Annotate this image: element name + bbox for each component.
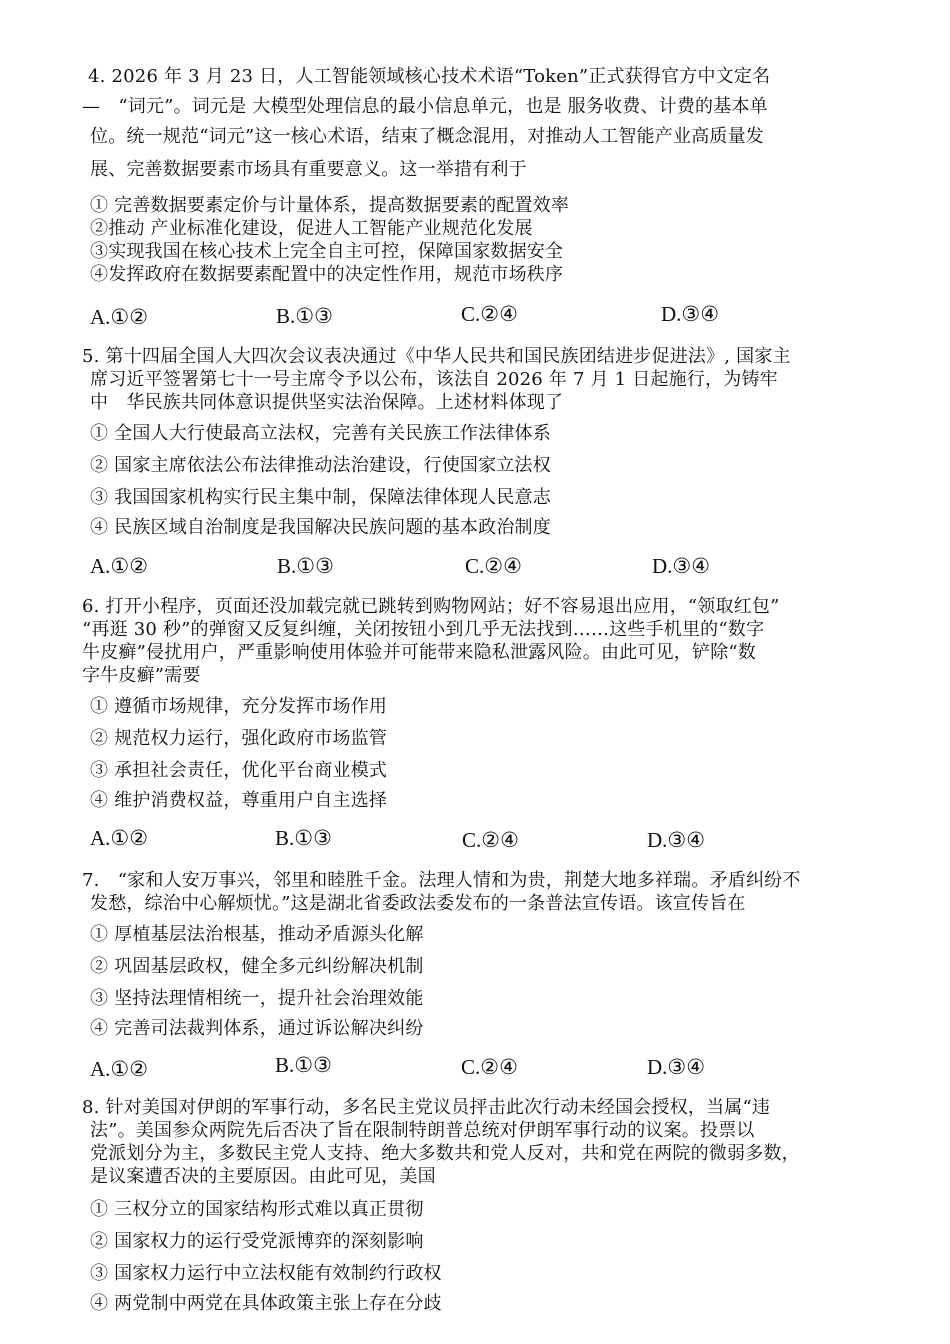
q8-item-3: ③ 国家权力运行中立法权能有效制约行政权 bbox=[90, 1263, 442, 1284]
q4-stem-line-1: 4. 2026 年 3 月 23 日，人工智能领域核心技术术语“Token”正式获得官方中文定名 bbox=[88, 66, 771, 87]
q6-stem-line-1: 6. 打开小程序，页面还没加载完就已跳转到购物网站；好不容易退出应用，“领取红包” bbox=[82, 596, 780, 617]
q4-option-a[interactable]: A.①② bbox=[90, 305, 149, 329]
q6-item-4: ④ 维护消费权益，尊重用户自主选择 bbox=[90, 790, 388, 811]
q4-item-2: ②推动 产业标准化建设，促进人工智能产业规范化发展 bbox=[90, 218, 533, 239]
q6-item-2: ② 规范权力运行，强化政府市场监管 bbox=[90, 728, 388, 749]
q6-option-c[interactable]: C.②④ bbox=[462, 828, 519, 852]
q7-item-1: ① 厚植基层法治根基，推动矛盾源头化解 bbox=[90, 924, 424, 945]
q6-option-b[interactable]: B.①③ bbox=[275, 826, 332, 850]
q6-stem-line-4: 字牛皮癣”需要 bbox=[82, 665, 201, 686]
q6-stem-line-2: “再逛 30 秒”的弹窗又反复纠缠，关闭按钮小到几乎无法找到……这些手机里的“数字 bbox=[82, 619, 765, 640]
q4-stem-line-3: 位。统一规范“词元”这一核心术语，结束了概念混用，对推动人工智能产业高质量发 bbox=[90, 126, 765, 147]
q4-item-4: ④发挥政府在数据要素配置中的决定性作用，规范市场秩序 bbox=[90, 264, 564, 285]
q4-option-c[interactable]: C.②④ bbox=[461, 302, 518, 326]
q8-stem-line-2: 法”。美国参众两院先后否决了旨在限制特朗普总统对伊朗军事行动的议案。投票以 bbox=[90, 1120, 755, 1141]
q4-stem-line-4: 展、完善数据要素市场具有重要意义。这一举措有利于 bbox=[90, 159, 527, 180]
q4-option-b[interactable]: B.①③ bbox=[276, 304, 333, 328]
q5-item-1: ① 全国人大行使最高立法权，完善有关民族工作法律体系 bbox=[90, 423, 551, 444]
q6-option-d[interactable]: D.③④ bbox=[647, 828, 706, 852]
q4-option-d[interactable]: D.③④ bbox=[661, 302, 720, 326]
q5-option-b[interactable]: B.①③ bbox=[277, 554, 334, 578]
q7-item-2: ② 巩固基层政权，健全多元纠纷解决机制 bbox=[90, 956, 424, 977]
q7-stem-line-2: 发愁，综治中心解烦忧。”这是湖北省委政法委发布的一条普法宣传语。该宣传旨在 bbox=[90, 893, 746, 914]
q4-item-3: ③实现我国在核心技术上完全自主可控，保障国家数据安全 bbox=[90, 241, 564, 262]
q5-stem-line-2: 席习近平签署第七十一号主席令予以公布，该法自 2026 年 7 月 1 日起施行，为铸牢 bbox=[90, 369, 778, 390]
q8-stem-line-4: 是议案遭否决的主要原因。由此可见，美国 bbox=[90, 1166, 436, 1187]
q5-stem-line-1: 5. 第十四届全国人大四次会议表决通过《中华人民共和国民族团结进步促进法》, 国家主 bbox=[82, 346, 791, 367]
q7-option-b[interactable]: B.①③ bbox=[275, 1053, 332, 1077]
q7-item-3: ③ 坚持法理情相统一，提升社会治理效能 bbox=[90, 988, 424, 1009]
q6-stem-line-3: 牛皮癣”侵扰用户，严重影响使用体验并可能带来隐私泄露风险。由此可见，铲除“数 bbox=[82, 642, 757, 663]
q8-stem-line-3: 党派划分为主，多数民主党人支持、绝大多数共和党人反对，共和党在两院的微弱多数， bbox=[90, 1143, 800, 1164]
q7-stem-line-1: 7. “家和人安万事兴，邻里和睦胜千金。法理人情和为贵，荆楚大地多祥瑞。矛盾纠纷不 bbox=[82, 870, 801, 891]
q5-option-d[interactable]: D.③④ bbox=[652, 554, 711, 578]
q5-option-a[interactable]: A.①② bbox=[90, 554, 149, 578]
q8-stem-line-1: 8. 针对美国对伊朗的军事行动，多名民主党议员抨击此次行动未经国会授权，当属“违 bbox=[82, 1097, 771, 1118]
q5-option-c[interactable]: C.②④ bbox=[465, 554, 522, 578]
q5-stem-line-3: 中 华民族共同体意识提供坚实法治保障。上述材料体现了 bbox=[90, 392, 564, 413]
q7-option-d[interactable]: D.③④ bbox=[647, 1055, 706, 1079]
q5-item-4: ④ 民族区域自治制度是我国解决民族问题的基本政治制度 bbox=[90, 517, 551, 538]
q7-item-4: ④ 完善司法裁判体系，通过诉讼解决纠纷 bbox=[90, 1018, 424, 1039]
q8-item-2: ② 国家权力的运行受党派博弈的深刻影响 bbox=[90, 1231, 424, 1252]
q4-stem-line-2: — “词元”。词元是 大模型处理信息的最小信息单元，也是 服务收费、计费的基本单 bbox=[82, 96, 768, 117]
q7-option-a[interactable]: A.①② bbox=[90, 1057, 149, 1081]
q8-item-4: ④ 两党制中两党在具体政策主张上存在分歧 bbox=[90, 1293, 442, 1314]
q8-item-1: ① 三权分立的国家结构形式难以真正贯彻 bbox=[90, 1199, 424, 1220]
q4-item-1: ① 完善数据要素定价与计量体系，提高数据要素的配置效率 bbox=[90, 195, 570, 216]
q6-item-3: ③ 承担社会责任，优化平台商业模式 bbox=[90, 760, 388, 781]
q7-option-c[interactable]: C.②④ bbox=[461, 1055, 518, 1079]
q5-item-2: ② 国家主席依法公布法律推动法治建设，行使国家立法权 bbox=[90, 455, 551, 476]
q6-option-a[interactable]: A.①② bbox=[90, 826, 149, 850]
q6-item-1: ① 遵循市场规律，充分发挥市场作用 bbox=[90, 696, 388, 717]
q5-item-3: ③ 我国国家机构实行民主集中制，保障法律体现人民意志 bbox=[90, 487, 551, 508]
